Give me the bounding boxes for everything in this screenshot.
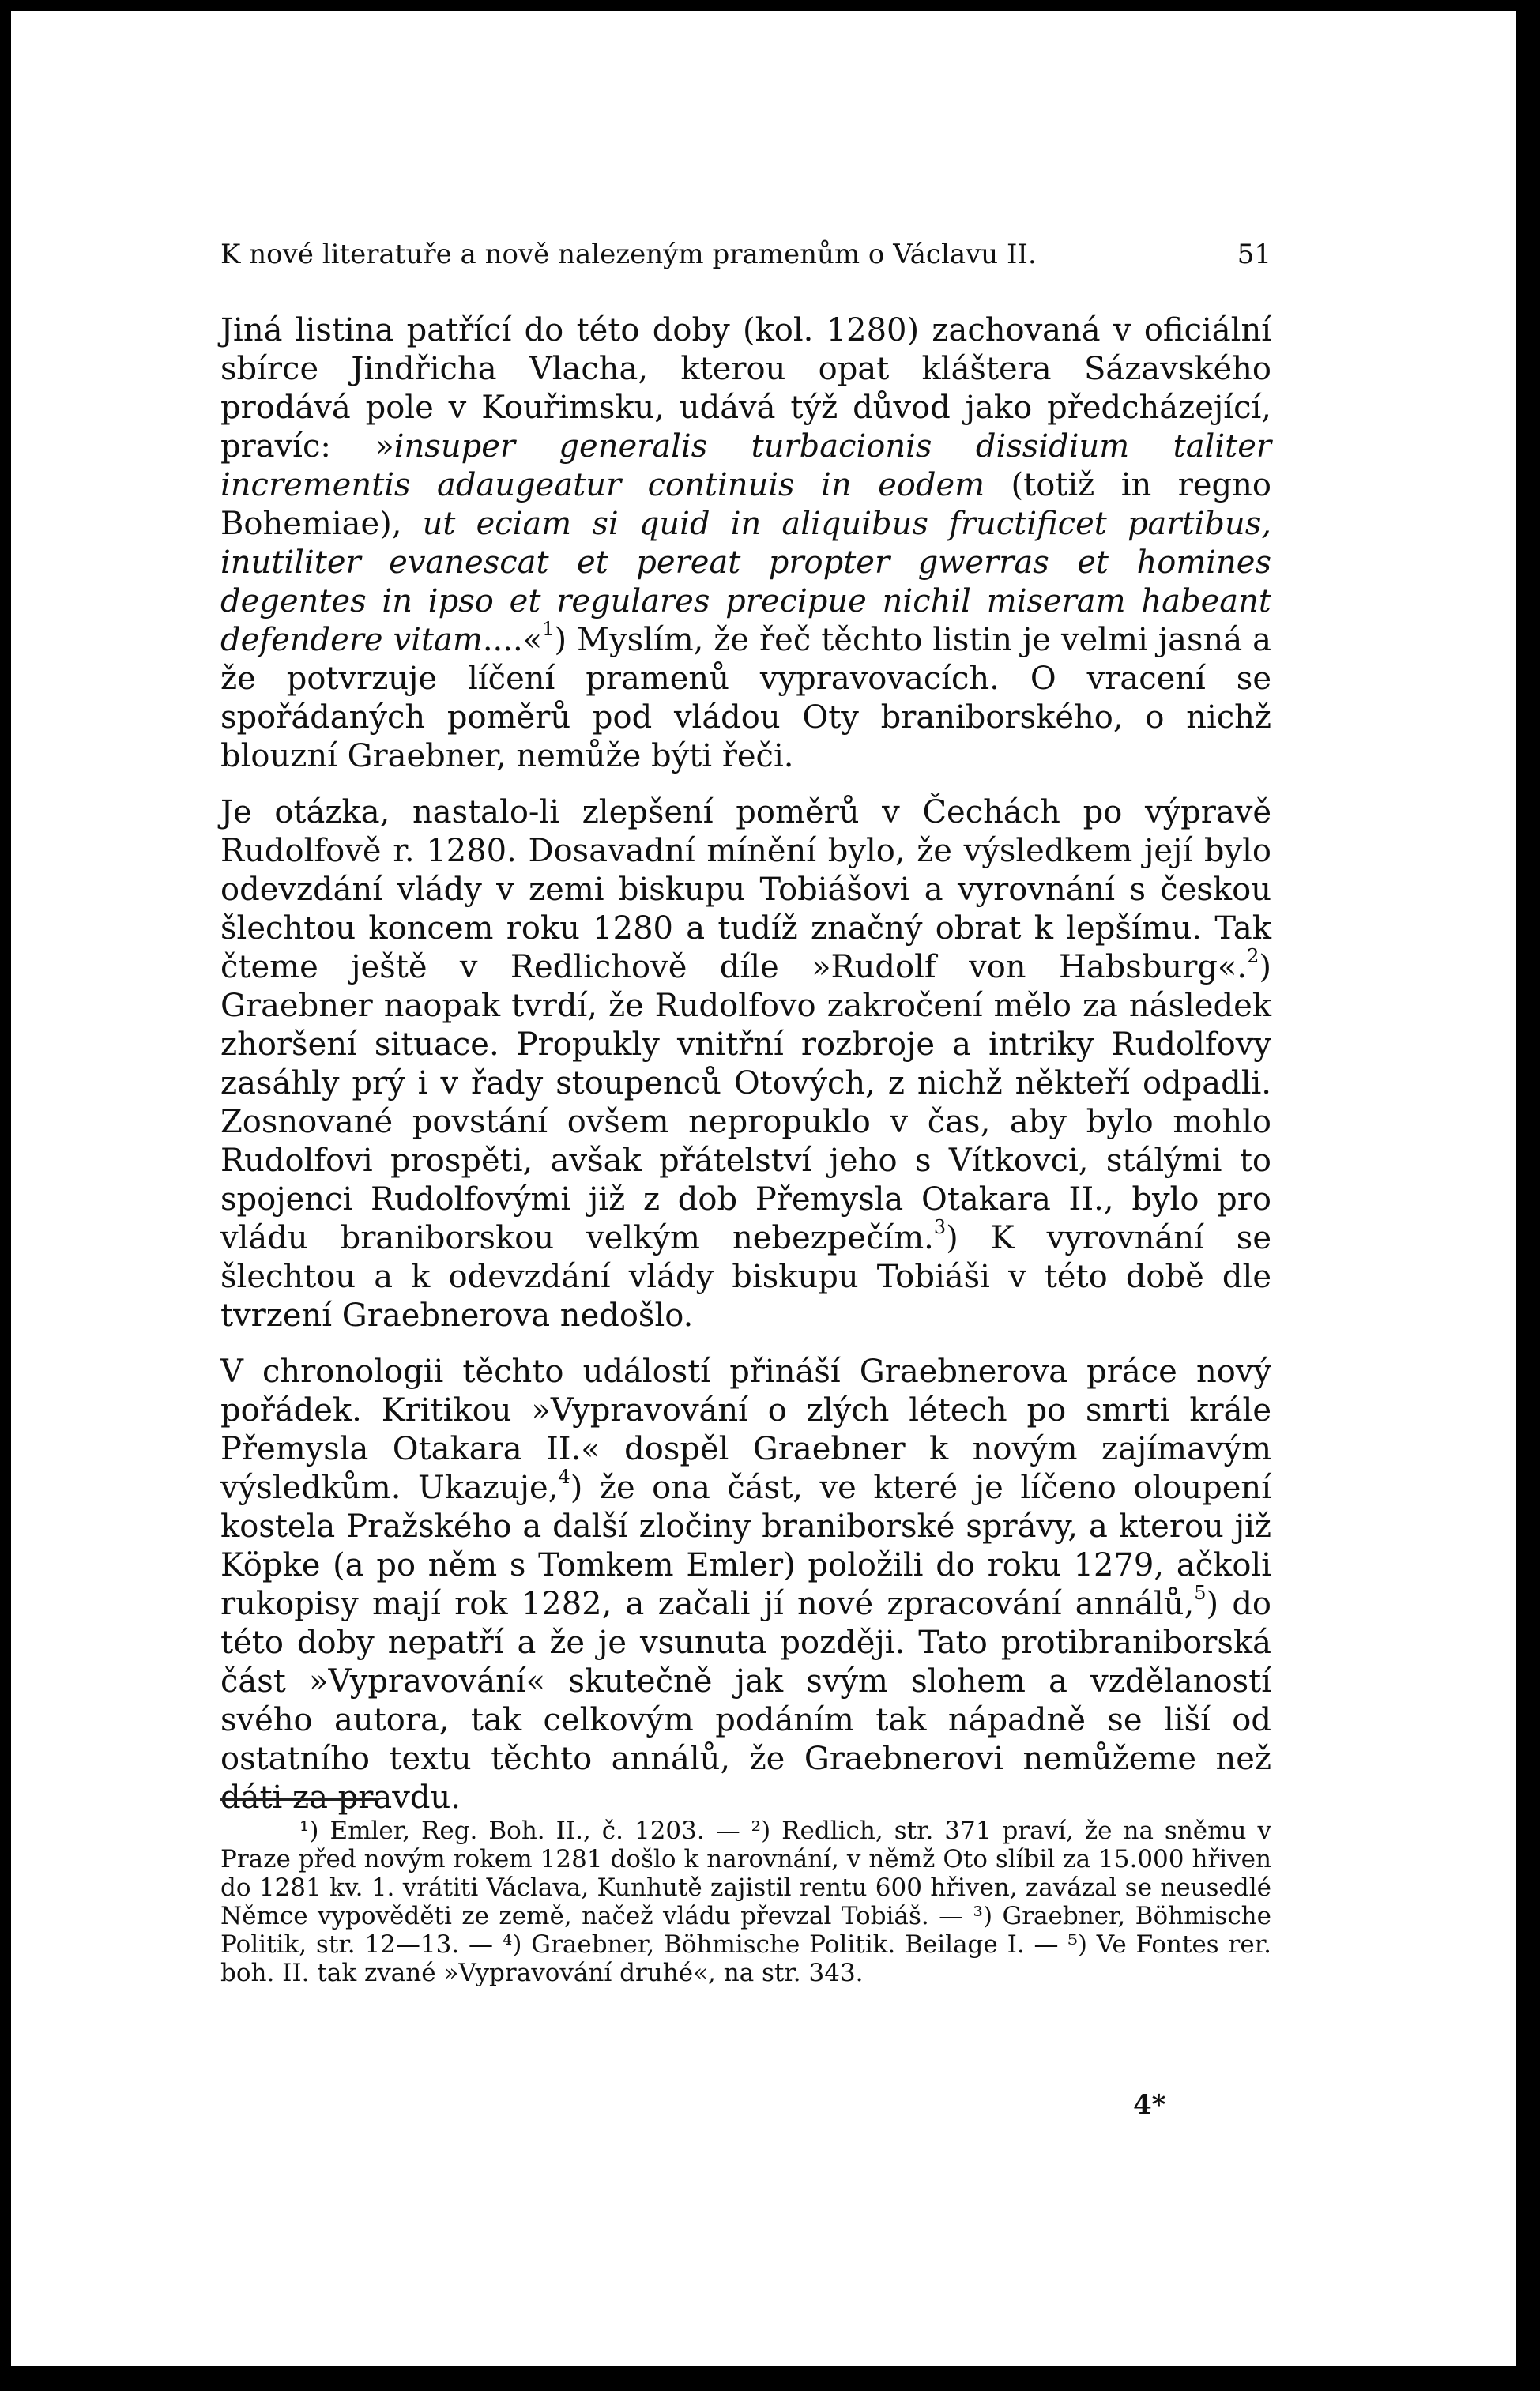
paragraph-1 bbox=[220, 311, 1271, 776]
p3-text-c: ) do této doby nepatří a že je vsunuta později. Tato protibraniborská část »Vypravování« skutečně jak svým slohem a vzdělaností svého autora, tak celkovým podáním tak nápadně se liší od ostatního textu těchto annálů, že Graebnerovi nemůžeme než dáti za pravdu. bbox=[220, 1586, 1271, 1816]
p1-text-a: Jiná listina patřící do této doby (kol. 1280) zachovaná v oficiální sbírce Jindřicha Vlacha, kterou opat kláštera Sázavského prodává pole v Kouřimsku, udává týž důvod jako předcházející, pravíc: » bbox=[220, 312, 1271, 465]
signature-mark: 4* bbox=[1133, 2089, 1166, 2121]
p2-text-c: ) K vyrovnání se šlechtou a k odevzdání vlády biskupu Tobiáši v této době dle tvrzení Graebnerova nedošlo. bbox=[220, 1220, 1271, 1334]
footnotes bbox=[220, 1817, 1271, 1987]
footnote-ref-4: 4 bbox=[558, 1465, 570, 1488]
footnote-ref-5: 5 bbox=[1194, 1581, 1207, 1604]
footnote-ref-2: 2 bbox=[1247, 944, 1259, 967]
footnote-divider bbox=[220, 1798, 378, 1801]
footnotes-text: ¹) Emler, Reg. Boh. II., č. 1203. — ²) Redlich, str. 371 praví, že na sněmu v Praze před novým rokem 1281 došlo k narovnání, v němž Oto slíbil za 15.000 hřiven do 1281 kv. 1. vrátiti Václava, Kunhutě zajistil rentu 600 hřiven, zavázal se neusedlé Němce vypověděti ze země, načež vládu převzal Tobiáš. — ³) Graebner, Böhmische Politik, str. 12—13. — ⁴) Graebner, Böhmische Politik. Beilage I. — ⁵) Ve Fontes rer. boh. II. tak zvané »Vypravování druhé«, na str. 343. bbox=[220, 1817, 1271, 1987]
running-header bbox=[220, 239, 1271, 270]
p3-text-b: ) že ona část, ve které je líčeno oloupení kostela Pražského a další zločiny braniborské správy, a kterou již Köpke (a po něm s Tomkem Emler) položili do roku 1279, ačkoli rukopisy mají rok 1282, a začali jí nové zpracování annálů, bbox=[220, 1470, 1271, 1622]
footnote-ref-1: 1 bbox=[542, 617, 555, 640]
page bbox=[11, 11, 1516, 2366]
running-title: K nové literatuře a nově nalezeným pramenům o Václavu II. bbox=[220, 239, 1037, 270]
p2-text-b: ) Graebner naopak tvrdí, že Rudolfovo zakročení mělo za následek zhoršení situace. Propukly vnitřní rozbroje a intriky Rudolfovy zasáhly prý i v řady stoupenců Otových, z nichž někteří odpadli. Zosnované povstání ovšem nepropuklo v čas, aby bylo mohlo Rudolfovi prospěti, avšak přátelství jeho s Vítkovci, stálými to spojenci Rudolfovými již z dob Přemysla Otakara II., bylo pro vládu braniborskou velkým nebezpečím. bbox=[220, 949, 1271, 1256]
page-number: 51 bbox=[1237, 239, 1271, 270]
p1-latin-quote-2: ut eciam si quid in aliquibus fructificet partibus, inutiliter evanescat et pereat propter gwerras et homines degentes in ipso et regulares precipue nichil miseram habeant defendere vitam bbox=[220, 506, 1271, 658]
p1-text-b: (totiž in regno Bohemiae), bbox=[220, 467, 1271, 542]
p1-text-d: ) Myslím, že řeč těchto listin je velmi jasná a že potvrzuje líčení pramenů vypravovacích. O vracení se spořádaných poměrů pod vládou Oty braniborského, o nichž blouzní Graebner, nemůže býti řeči. bbox=[220, 622, 1271, 774]
main-text bbox=[220, 311, 1271, 1817]
footnote-ref-3: 3 bbox=[933, 1215, 947, 1238]
p3-text-a: V chronologii těchto událostí přináší Graebnerova práce nový pořádek. Kritikou »Vypravování o zlých létech po smrti krále Přemysla Otakara II.« dospěl Graebner k novým zajímavým výsledkům. Ukazuje, bbox=[220, 1354, 1271, 1506]
p1-latin-quote-1: insuper generalis turbacionis dissidium taliter incrementis adaugeatur continuis in eodem bbox=[220, 428, 1271, 503]
p2-text-a: Je otázka, nastalo-li zlepšení poměrů v Čechách po výpravě Rudolfově r. 1280. Dosavadní mínění bylo, že výsledkem její bylo odevzdání vlády v zemi biskupu Tobiášovi a vyrovnání s českou šlechtou koncem roku 1280 a tudíž značný obrat k lepšímu. Tak čteme ještě v Redlichově díle »Rudolf von Habsburg«. bbox=[220, 794, 1271, 985]
p1-text-c: ....« bbox=[482, 622, 543, 658]
paragraph-2 bbox=[220, 793, 1271, 1335]
paragraph-3 bbox=[220, 1353, 1271, 1817]
